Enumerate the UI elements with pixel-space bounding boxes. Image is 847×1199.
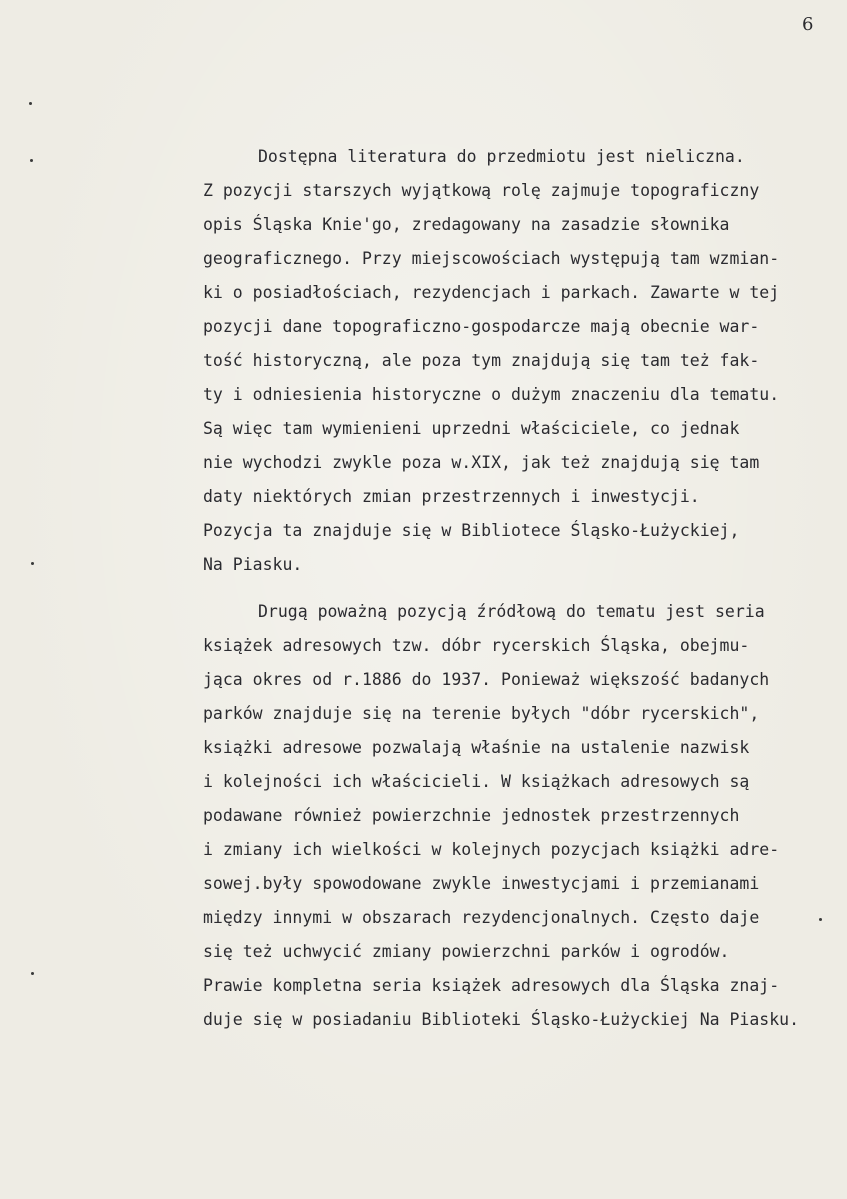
text-line: między innymi w obszarach rezydencjonalnych. Często daje bbox=[203, 908, 760, 927]
text-line: sowej.były spowodowane zwykle inwestycjami i przemianami bbox=[203, 874, 760, 893]
page-number: 6 bbox=[802, 14, 814, 35]
text-line: Z pozycji starszych wyjątkową rolę zajmuje topograficzny bbox=[203, 181, 760, 200]
punch-mark bbox=[31, 562, 34, 565]
text-line: ty i odniesienia historyczne o dużym znaczeniu dla tematu. bbox=[203, 385, 780, 404]
punch-mark bbox=[30, 159, 33, 162]
punch-mark bbox=[31, 972, 34, 975]
text-line: duje się w posiadaniu Biblioteki Śląsko-Łużyckiej Na Piasku. bbox=[203, 1010, 800, 1029]
punch-mark bbox=[29, 102, 32, 105]
text-line: pozycji dane topograficzno-gospodarcze mają obecnie war- bbox=[203, 317, 760, 336]
text-line: Drugą poważną pozycją źródłową do tematu jest seria bbox=[258, 602, 765, 621]
text-line: Dostępna literatura do przedmiotu jest nieliczna. bbox=[258, 147, 745, 166]
text-line: Pozycja ta znajduje się w Bibliotece Śląsko-Łużyckiej, bbox=[203, 521, 740, 540]
text-line: ki o posiadłościach, rezydencjach i parkach. Zawarte w tej bbox=[203, 283, 780, 302]
text-line: się też uchwycić zmiany powierzchni parków i ogrodów. bbox=[203, 942, 730, 961]
text-line: książki adresowe pozwalają właśnie na ustalenie nazwisk bbox=[203, 738, 750, 757]
text-line: książek adresowych tzw. dóbr rycerskich Śląska, obejmu- bbox=[203, 636, 750, 655]
text-line: jąca okres od r.1886 do 1937. Ponieważ większość badanych bbox=[203, 670, 770, 689]
punch-mark bbox=[819, 918, 822, 921]
text-line: i zmiany ich wielkości w kolejnych pozycjach książki adre- bbox=[203, 840, 780, 859]
text-line: opis Śląska Knie'go, zredagowany na zasadzie słownika bbox=[203, 215, 730, 234]
text-line: daty niektórych zmian przestrzennych i inwestycji. bbox=[203, 487, 700, 506]
text-line: parków znajduje się na terenie byłych "dóbr rycerskich", bbox=[203, 704, 760, 723]
text-line: tość historyczną, ale poza tym znajdują się tam też fak- bbox=[203, 351, 760, 370]
text-line: geograficznego. Przy miejscowościach występują tam wzmian- bbox=[203, 249, 780, 268]
text-line: Są więc tam wymienieni uprzedni właściciele, co jednak bbox=[203, 419, 740, 438]
text-line: podawane również powierzchnie jednostek przestrzennych bbox=[203, 806, 740, 825]
text-line: Prawie kompletna seria książek adresowych dla Śląska znaj- bbox=[203, 976, 780, 995]
text-line: Na Piasku. bbox=[203, 555, 303, 574]
text-line: i kolejności ich właścicieli. W książkach adresowych są bbox=[203, 772, 750, 791]
text-line: nie wychodzi zwykle poza w.XIX, jak też znajdują się tam bbox=[203, 453, 760, 472]
